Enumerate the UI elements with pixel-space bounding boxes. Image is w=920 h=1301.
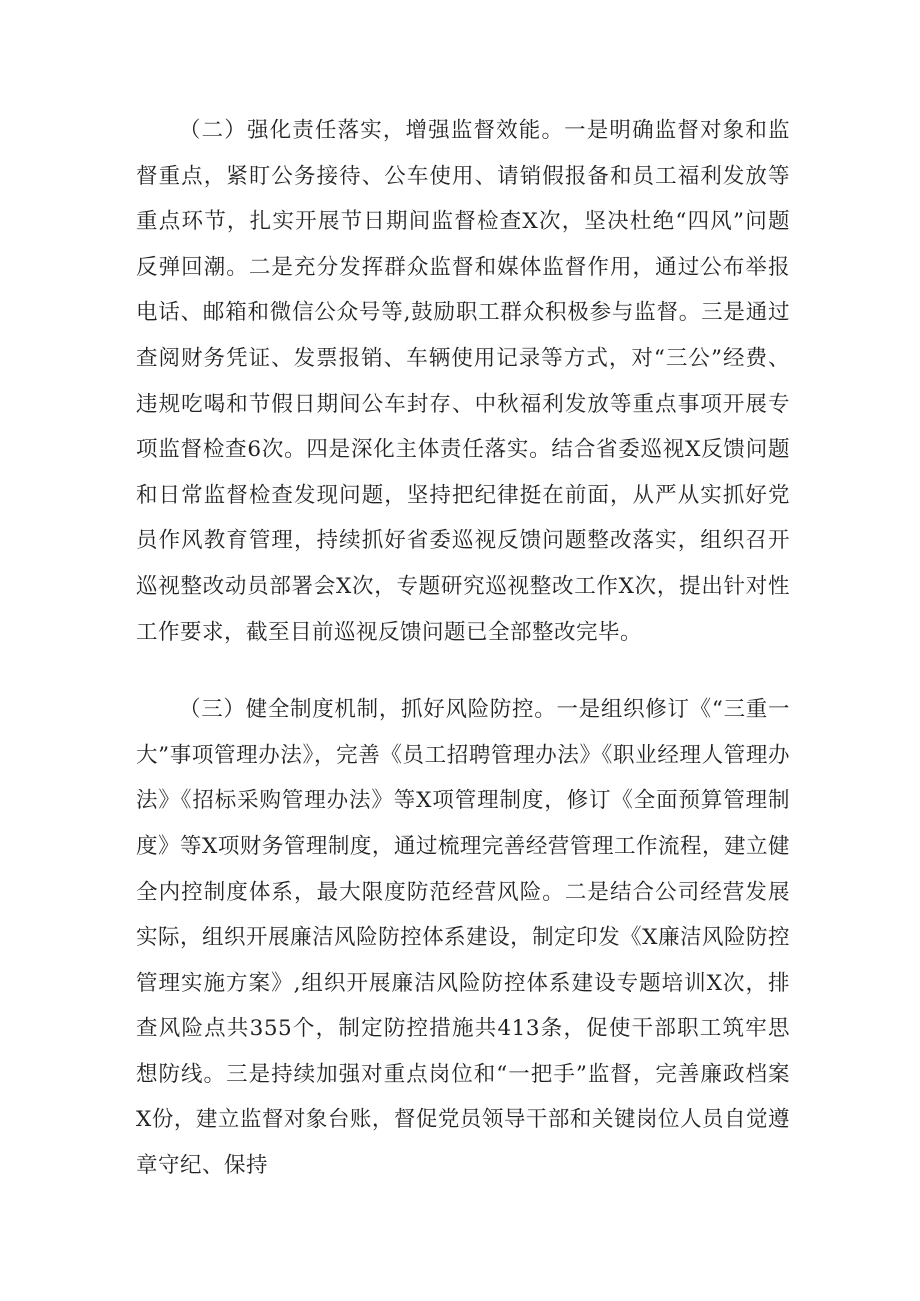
paragraph-strengthen-responsibility: （二）强化责任落实，增强监督效能。一是明确监督对象和监督重点，紧盯公务接待、公车使用、请销假报备和员工福利发放等重点环节，扎实开展节日期间监督检查X次，坚决杜绝“四风”问题反弹回潮。二是充分发挥群众监督和媒体监督作用，通过公布举报电话、邮箱和微信公众号等,鼓励职工群众积极参与监督。三是通过查阅财务凭证、发票报销、车辆使用记录等方式，对“三公”经费、违规吃喝和节假日期间公车封存、中秋福利发放等重点事项开展专项监督检查6次。四是深化主体责任落实。结合省委巡视X反馈问题和日常监督检查发现问题，坚持把纪律挺在前面，从严从实抓好党员作风教育管理，持续抓好省委巡视反馈问题整改落实，组织召开巡视整改动员部署会X次，专题研究巡视整改工作X次，提出针对性工作要求，截至目前巡视反馈问题已全部整改完毕。 [136, 118, 790, 645]
paragraph-improve-institutions: （三）健全制度机制，抓好风险防控。一是组织修订《“三重一大”事项管理办法》，完善《员工招聘管理办法》《职业经理人管理办法》《招标采购管理办法》等X项管理制度，修订《全面预算管理制度》等X项财务管理制度，通过梳理完善经营管理工作流程，建立健全内控制度体系，最大限度防范经营风险。二是结合公司经营发展实际，组织开展廉洁风险防控体系建设，制定印发《X廉洁风险防控管理实施方案》,组织开展廉洁风险防控体系建设专题培训X次，排查风险点共355个，制定防控措施共413条，促使干部职工筑牢思想防线。三是持续加强对重点岗位和“一把手”监督，完善廉政档案X份，建立监督对象台账，督促党员领导干部和关键岗位人员自觉遵章守纪、保持 [136, 697, 790, 1179]
